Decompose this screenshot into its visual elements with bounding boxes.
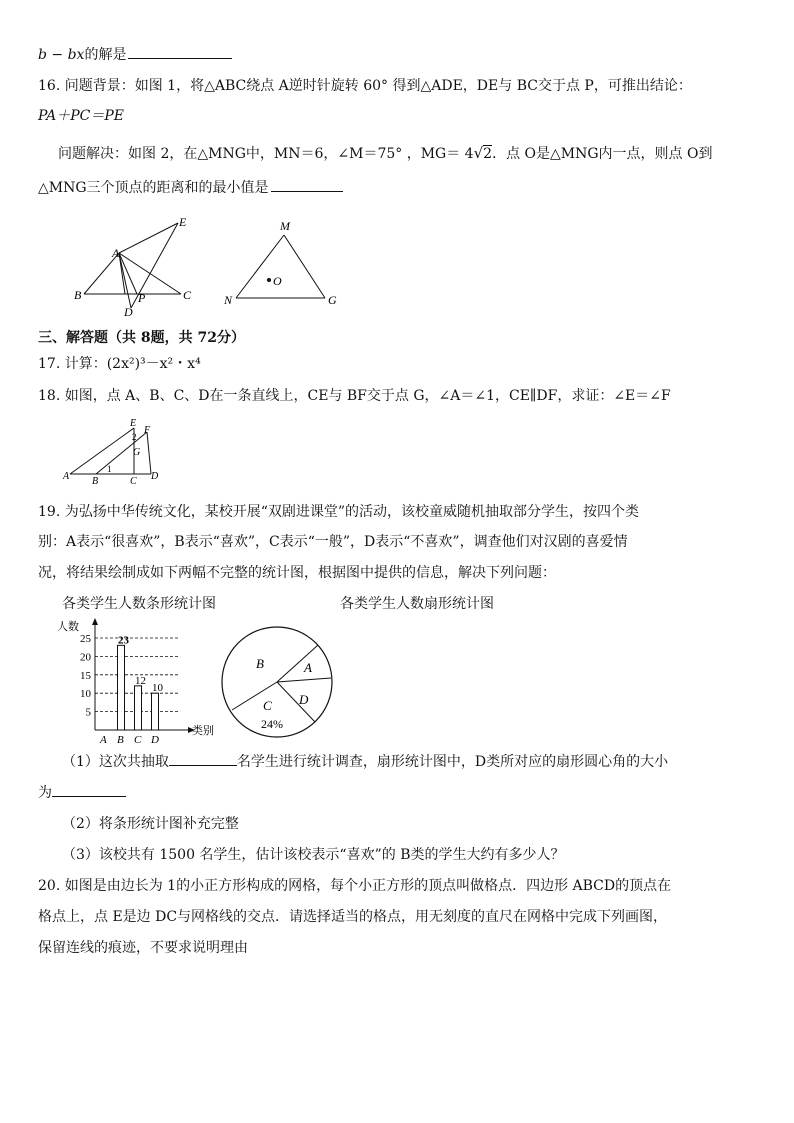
q18-label-g: G	[133, 447, 141, 458]
q16-line3-a: 问题解决：如图 2，在△MNG中，MN＝6，∠M＝75° ，MG＝ 4	[58, 146, 474, 162]
bar-D	[152, 693, 159, 730]
q19-line2: 别：A表示“很喜欢”，B表示“喜欢”，C表示“一般”，D表示“不喜欢”，调查他们对汉剧的喜爱情	[38, 534, 628, 550]
fig2-label-o: O	[273, 274, 282, 288]
q16-line3-c: ．点 O是△MNG内一点，则点 O到	[492, 146, 713, 162]
x-tick-A: A	[100, 734, 107, 744]
q18-figure	[62, 416, 162, 484]
fig2-label-g: G	[328, 293, 337, 307]
y-axis-label: 人数	[57, 621, 79, 633]
q15-suffix: 的解是	[84, 47, 127, 63]
x-axis-label: 类别	[192, 725, 214, 737]
q18-label-a: A	[63, 471, 70, 482]
q18-label-b: B	[92, 476, 99, 484]
q16-figure-2	[218, 218, 348, 312]
y-tick-20: 20	[80, 651, 91, 664]
q15-tail	[38, 44, 232, 65]
q19-line3: 况，将结果绘制成如下两幅不完整的统计图，根据图中提供的信息，解决下列问题：	[38, 565, 556, 581]
q16-figure-1	[66, 212, 206, 320]
fig2-label-n: N	[224, 293, 233, 307]
q15-expression: b − bx	[38, 47, 85, 63]
y-axis-arrow	[92, 618, 98, 625]
bar-label-C: 12	[135, 674, 146, 687]
q19-sub3: （3）该校共有 1500 名学生，估计该校表示“喜欢”的 B类的学生大约有多少人？	[62, 847, 565, 863]
fig1-label-a: A	[112, 246, 120, 260]
y-tick-25: 25	[80, 633, 91, 645]
q15-answer-blank[interactable]	[128, 44, 232, 59]
q18-label-c: C	[130, 476, 137, 484]
q19-sub1-cont	[38, 782, 126, 803]
bar-chart	[55, 616, 230, 744]
bar-C	[135, 686, 142, 730]
fig1-label-b: B	[74, 288, 82, 302]
q19-sub1-b: 名学生进行统计调查，扇形统计图中，D类所对应的扇形圆心角的大小	[236, 754, 669, 770]
pie-label-c: C	[263, 698, 272, 713]
q20-line3: 保留连线的痕迹，不要求说明理由	[38, 940, 248, 956]
q18-label-e: E	[130, 418, 137, 429]
q19-sub1-c: 为	[38, 785, 52, 801]
q20-line2: 格点上，点 E是边 DC与网格线的交点．请选择适当的格点，用无刻度的直尺在网格中完成下列画图，	[38, 909, 668, 925]
section-3-title: 三、解答题（共 8题，共 72分）	[38, 330, 245, 346]
pie-label-c-percent: 24%	[261, 717, 283, 731]
q16-line2: PA＋PC＝PE	[38, 108, 125, 124]
x-tick-C: C	[134, 734, 142, 744]
bar-chart-title: 各类学生人数条形统计图	[62, 596, 216, 612]
y-tick-10: 10	[80, 688, 91, 701]
q19-sub1-blank1[interactable]	[169, 751, 237, 766]
y-tick-15: 15	[80, 669, 91, 682]
q18-label-1: 1	[107, 464, 112, 474]
q20-line1: 20. 如图是由边长为 1的小正方形构成的网格，每个小正方形的顶点叫做格点．四边形 ABCD的顶点在	[38, 878, 672, 894]
pie-label-b: B	[256, 656, 264, 671]
q16-line4	[38, 177, 343, 198]
fig2-label-m: M	[280, 219, 290, 233]
q19-sub1	[62, 751, 668, 772]
fig1-label-e: E	[179, 215, 187, 229]
fig1-label-p: P	[138, 291, 146, 305]
bar-label-B: 23	[118, 634, 129, 647]
q16-answer-blank[interactable]	[271, 177, 343, 192]
sqrt-radicand: 2	[483, 146, 493, 162]
q18-label-d: D	[151, 471, 159, 482]
q16-line3	[58, 143, 712, 164]
x-tick-D: D	[151, 734, 159, 744]
q19-line1: 19. 为弘扬中华传统文化，某校开展“双剧进课堂”的活动，该校童威随机抽取部分学生，按四个类	[38, 504, 640, 520]
point-o-dot	[267, 278, 271, 282]
pie-chart-title: 各类学生人数扇形统计图	[340, 596, 494, 612]
pie-label-d: D	[299, 692, 309, 707]
q16-line1: 16. 问题背景：如图 1，将△ABC绕点 A逆时针旋转 60° 得到△ADE，DE与 BC交于点 P，可推出结论：	[38, 78, 692, 94]
y-tick-5: 5	[85, 706, 91, 719]
q17-text: 17. 计算：(2x²)³－x²・x⁴	[38, 356, 201, 372]
pie-label-a: A	[304, 660, 312, 675]
q18-label-f: F	[144, 425, 151, 436]
x-tick-B: B	[117, 734, 124, 744]
q19-sub2: （2）将条形统计图补充完整	[62, 816, 239, 832]
q16-line4-text: △MNG三个顶点的距离和的最小值是	[38, 180, 269, 196]
pie-chart	[220, 624, 338, 742]
q19-sub1-a: （1）这次共抽取	[62, 754, 169, 770]
sqrt-symbol: √	[473, 144, 484, 162]
bar-label-D: 10	[152, 682, 163, 695]
q18-label-2: 2	[132, 432, 137, 442]
fig1-label-d: D	[124, 305, 133, 319]
fig1-label-c: C	[183, 288, 192, 302]
q19-sub1-blank2[interactable]	[52, 782, 126, 797]
bar-B	[118, 645, 125, 730]
q18-text: 18. 如图，点 A、B、C、D在一条直线上，CE与 BF交于点 G，∠A＝∠1，CE∥DF，求证：∠E＝∠F	[38, 388, 671, 404]
